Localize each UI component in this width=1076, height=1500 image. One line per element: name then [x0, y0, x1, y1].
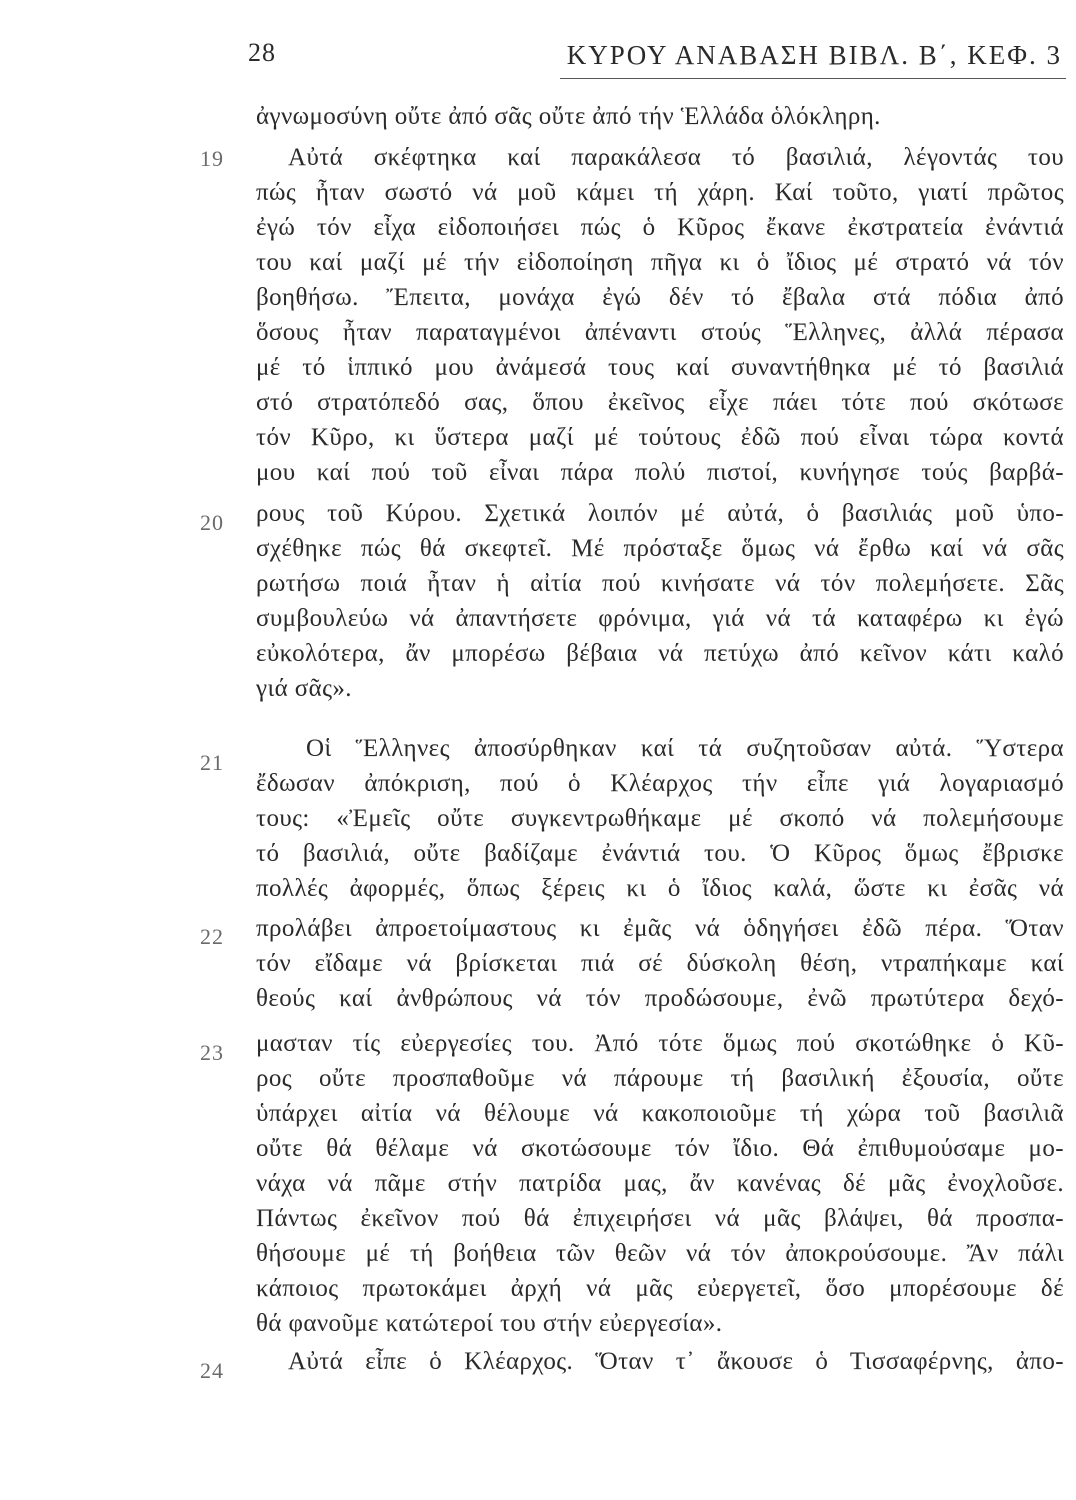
text-line: ρος οὔτε προσπαθοῦμε νά πάρουμε τή βασιλική ἐξουσία, οὔτε — [256, 1065, 1064, 1092]
running-head: ΚΥΡΟΥ ΑΝΑΒΑΣΗ ΒΙΒΛ. Β΄, ΚΕΦ. 3 — [566, 40, 1062, 70]
text-line: ἔδωσαν ἀπόκριση, πού ὁ Κλέαρχος τήν εἶπε γιά λογαριασμό — [256, 770, 1064, 797]
text-line: κάποιος πρωτοκάμει ἀρχή νά μᾶς εὐεργετεῖ, ὅσο μπορέσουμε δέ — [256, 1275, 1064, 1302]
text-line: θήσουμε μέ τή βοήθεια τῶν θεῶν νά τόν ἀποκρούσουμε. Ἄν πάλι — [256, 1240, 1064, 1267]
text-line: του καί μαζί μέ τήν εἰδοποίηση πῆγα κι ὁ ἴδιος μέ στρατό νά τόν — [256, 249, 1064, 276]
text-line: ἀγνωμοσύνη οὔτε ἀπό σᾶς οὔτε ἀπό τήν Ἑλλάδα ὁλόκληρη. — [256, 103, 881, 130]
text-line: τόν εἴδαμε νά βρίσκεται πιά σέ δύσκολη θέση, ντραπήκαμε καί — [256, 950, 1064, 977]
text-line: Πάντως ἐκεῖνον πού θά ἐπιχειρήσει νά μᾶς βλάψει, θά προσπα- — [256, 1205, 1064, 1232]
page-number: 28 — [248, 38, 276, 67]
text-line: συμβουλεύω νά ἀπαντήσετε φρόνιμα, γιά νά τά καταφέρω κι ἐγώ — [256, 605, 1064, 632]
section-number-19: 19 — [200, 146, 224, 171]
text-line: θά φανοῦμε κατώτεροί του στήν εὐεργεσία». — [256, 1310, 723, 1337]
section-number-20: 20 — [200, 510, 224, 535]
text-line: στό στρατόπεδό σας, ὅπου ἐκεῖνος εἶχε πάει τότε πού σκότωσε — [256, 389, 1064, 416]
text-line: βοηθήσω. Ἔπειτα, μονάχα ἐγώ δέν τό ἔβαλα στά πόδια ἀπό — [256, 284, 1064, 311]
text-line: ρους τοῦ Κύρου. Σχετικά λοιπόν μέ αὐτά, ὁ βασιλιάς μοῦ ὑπο- — [256, 500, 1064, 527]
text-line: πώς ἦταν σωστό νά μοῦ κάμει τή χάρη. Καί τοῦτο, γιατί πρῶτος — [256, 179, 1064, 206]
text-line: Οἱ Ἕλληνες ἀποσύρθηκαν καί τά συζητοῦσαν αὐτά. Ὕστερα — [306, 735, 1064, 762]
text-line: μασταν τίς εὐεργεσίες του. Ἀπό τότε ὅμως πού σκοτώθηκε ὁ Κῦ- — [256, 1030, 1064, 1057]
text-line: νάχα νά πᾶμε στήν πατρίδα μας, ἄν κανένας δέ μᾶς ἐνοχλοῦσε. — [256, 1170, 1064, 1197]
text-line: τό βασιλιά, οὔτε βαδίζαμε ἐνάντιά του. Ὁ Κῦρος ὅμως ἔβρισκε — [256, 840, 1064, 867]
text-line: τους: «Ἐμεῖς οὔτε συγκεντρωθήκαμε μέ σκοπό νά πολεμήσουμε — [256, 805, 1064, 832]
text-line: σχέθηκε πώς θά σκεφτεῖ. Μέ πρόσταξε ὅμως νά ἔρθω καί νά σᾶς — [256, 535, 1064, 562]
text-line: Αὐτά σκέφτηκα καί παρακάλεσα τό βασιλιά, λέγοντάς του — [288, 144, 1064, 171]
section-number-21: 21 — [200, 750, 224, 775]
text-line: ὑπάρχει αἰτία νά θέλουμε νά κακοποιοῦμε τή χώρα τοῦ βασιλιᾶ — [256, 1100, 1064, 1127]
text-line: μου καί πού τοῦ εἶναι πάρα πολύ πιστοί, κυνήγησε τούς βαρβά- — [256, 459, 1064, 486]
section-number-22: 22 — [200, 924, 224, 949]
text-line: ἐγώ τόν εἶχα εἰδοποιήσει πώς ὁ Κῦρος ἔκανε ἐκστρατεία ἐνάντιά — [256, 214, 1064, 241]
text-line: Αὐτά εἶπε ὁ Κλέαρχος. Ὅταν τ᾽ ἄκουσε ὁ Τισσαφέρνης, ἀπο- — [288, 1348, 1064, 1375]
text-line: θεούς καί ἀνθρώπους νά τόν προδώσουμε, ἐνῶ πρωτύτερα δεχό- — [256, 985, 1064, 1012]
text-line: ρωτήσω ποιά ἦταν ἡ αἰτία πού κινήσατε νά τόν πολεμήσετε. Σᾶς — [256, 570, 1064, 597]
text-line: μέ τό ἱππικό μου ἀνάμεσά τους καί συναντήθηκα μέ τό βασιλιά — [256, 354, 1064, 381]
text-line: ὅσους ἦταν παραταγμένοι ἀπέναντι στούς Ἕλληνες, ἀλλά πέρασα — [256, 319, 1064, 346]
text-line: οὔτε θά θέλαμε νά σκοτώσουμε τόν ἴδιο. Θά ἐπιθυμούσαμε μο- — [256, 1135, 1064, 1162]
text-line: προλάβει ἀπροετοίμαστους κι ἐμᾶς νά ὁδηγήσει ἐδῶ πέρα. Ὅταν — [256, 915, 1064, 942]
header-rule — [560, 78, 1066, 79]
text-line: γιά σᾶς». — [256, 675, 352, 702]
section-number-24: 24 — [200, 1358, 224, 1383]
text-line: πολλές ἀφορμές, ὅπως ξέρεις κι ὁ ἴδιος καλά, ὥστε κι ἐσᾶς νά — [256, 875, 1064, 902]
text-line: εὐκολότερα, ἄν μπορέσω βέβαια νά πετύχω ἀπό κεῖνον κάτι καλό — [256, 640, 1064, 667]
text-line: τόν Κῦρο, κι ὕστερα μαζί μέ τούτους ἐδῶ πού εἶναι τώρα κοντά — [256, 424, 1064, 451]
section-number-23: 23 — [200, 1040, 224, 1065]
